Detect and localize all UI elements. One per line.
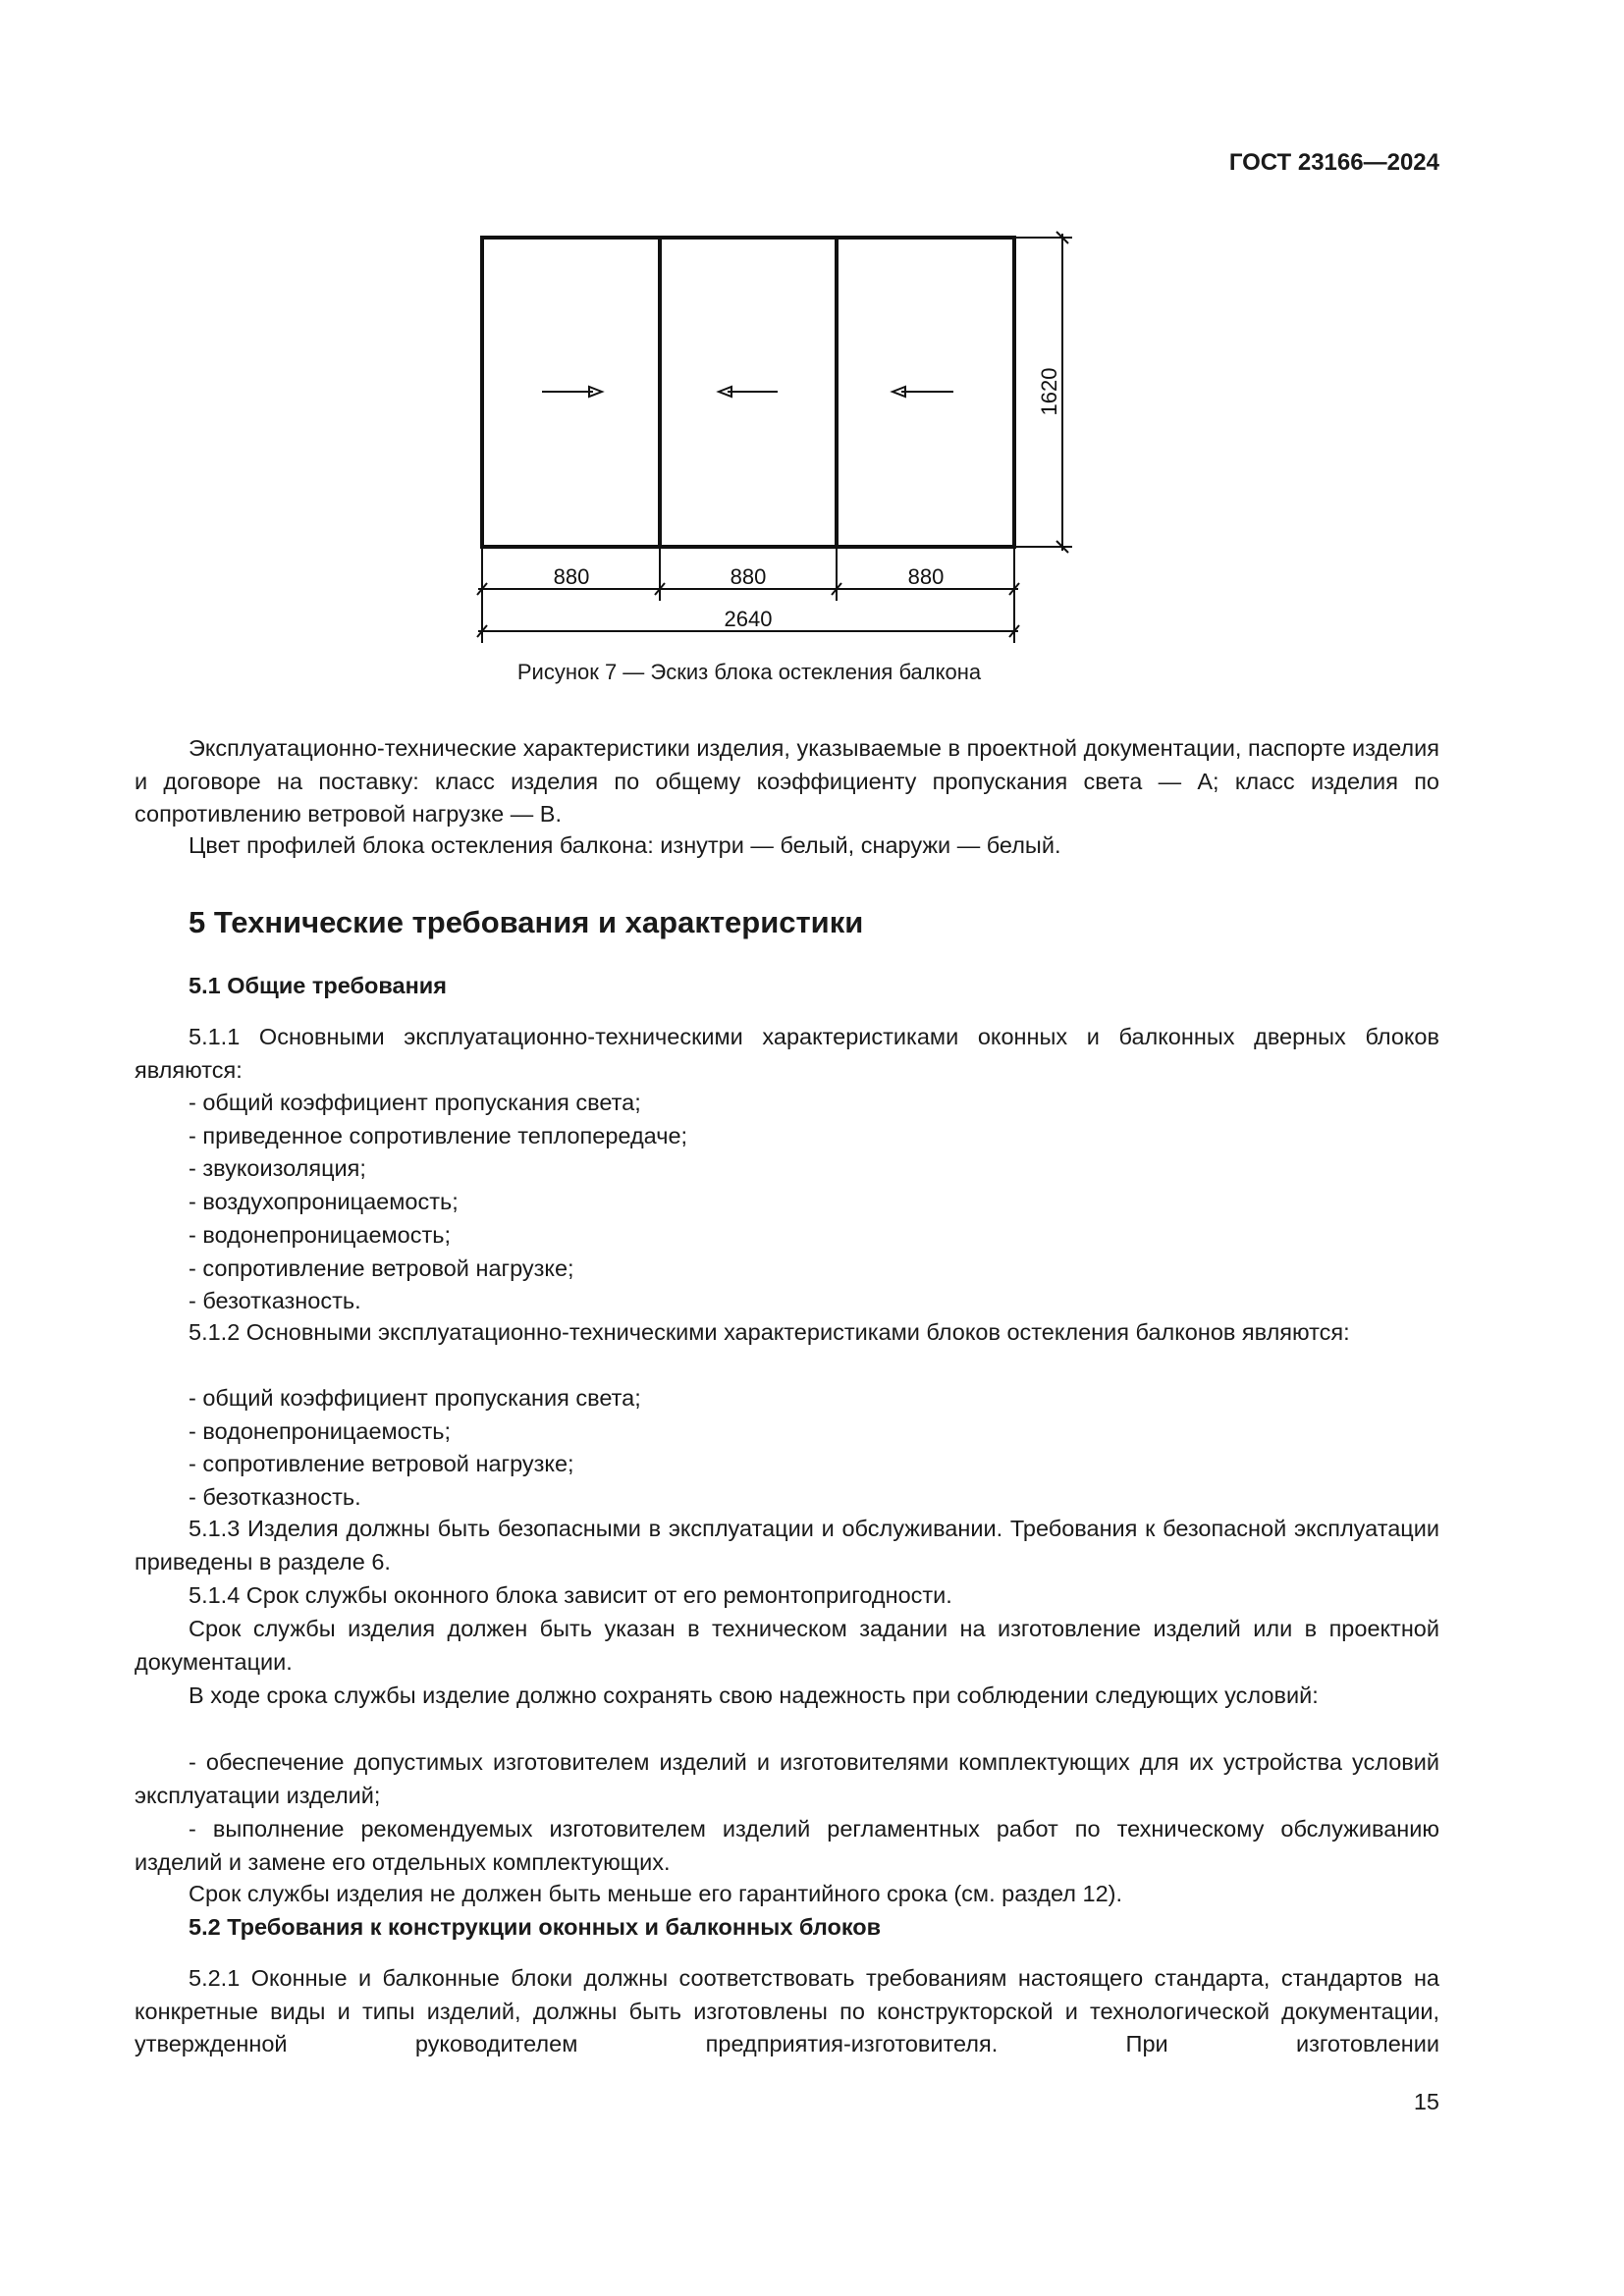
section-heading: 5 Технические требования и характеристики — [189, 905, 864, 939]
paragraph: 5.1.4 Срок службы оконного блока зависит от его ремонтопригодности. — [189, 1582, 952, 1608]
list-item: - сопротивление ветровой нагрузке; — [189, 1255, 574, 1281]
document-id: ГОСТ 23166—2024 — [1228, 149, 1439, 176]
list-item: - безотказность. — [189, 1484, 361, 1511]
arrow-left-icon — [893, 387, 953, 397]
list-item: - приведенное сопротивление теплопередаче; — [189, 1122, 688, 1148]
list-item: - общий коэффициент пропускания света; — [189, 1385, 641, 1411]
paragraph: - выполнение рекомендуемых изготовителем изделий регламентных работ по техническому обслуживанию изделий и замене его отдельных комплектующих. — [135, 1816, 1439, 1875]
paragraph: 5.1.3 Изделия должны быть безопасными в эксплуатации и обслуживании. Требования к безопасной эксплуатации приведены в разделе 6. — [135, 1516, 1439, 1575]
dim-label-total: 2640 — [724, 607, 773, 631]
paragraph: - обеспечение допустимых изготовителем изделий и изготовителями комплектующих для их устройства условий эксплуатации изделий; — [135, 1749, 1439, 1808]
dim-label-width-2: 880 — [730, 564, 767, 589]
paragraph: В ходе срока службы изделие должно сохранять свою надежность при соблюдении следующих условий: — [189, 1682, 1319, 1708]
paragraph: Цвет профилей блока остекления балкона: изнутри — белый, снаружи — белый. — [189, 832, 1061, 858]
list-item: - звукоизоляция; — [189, 1155, 366, 1182]
list-item: - общий коэффициент пропускания света; — [189, 1090, 641, 1115]
arrow-left-icon — [719, 387, 778, 397]
dim-label-height: 1620 — [1037, 367, 1061, 416]
paragraph: Срок службы изделия должен быть указан в техническом задании на изготовление изделий или в проектной документации. — [135, 1616, 1439, 1675]
paragraph: 5.2.1 Оконные и балконные блоки должны соответствовать требованиям настоящего стандарта, стандартов на конкретные виды и типы изделий, должны быть изготовлены по конструкторской и технологической документации, утвержденной руководителем предприятия-изготовителя. При изготовлении — [135, 1965, 1439, 2057]
list-item: - сопротивление ветровой нагрузке; — [189, 1451, 574, 1477]
page-number: 15 — [1413, 2089, 1439, 2114]
list-item: - водонепроницаемость; — [189, 1221, 452, 1248]
paragraph: Эксплуатационно-технические характеристики изделия, указываемые в проектной документации, паспорте изделия и договоре на поставку: класс изделия по общему коэффициенту пропускания света — А; класс изделия по сопротивлению ветровой нагрузке — В. — [135, 735, 1439, 828]
paragraph: 5.1.1 Основными эксплуатационно-техническими характеристиками оконных и балконных дверных блоков являются: — [135, 1024, 1439, 1083]
paragraph: Срок службы изделия не должен быть меньше его гарантийного срока (см. раздел 12). — [189, 1881, 1123, 1906]
dim-label-width-3: 880 — [907, 564, 945, 589]
list-item: - водонепроницаемость; — [189, 1417, 452, 1444]
subsection-heading: 5.1 Общие требования — [189, 973, 447, 998]
list — [135, 1382, 1439, 1515]
arrow-right-icon — [542, 387, 602, 397]
subsection-heading: 5.2 Требования к конструкции оконных и балконных блоков — [189, 1914, 882, 1940]
balcony-glazing-sketch — [0, 0, 1624, 746]
list-item: - безотказность. — [189, 1288, 361, 1314]
dim-label-width-1: 880 — [553, 564, 590, 589]
list — [135, 1087, 1439, 1318]
paragraph: 5.1.2 Основными эксплуатационно-техническими характеристиками блоков остекления балконов являются: — [189, 1319, 1350, 1345]
figure-caption: Рисунок 7 — Эскиз блока остекления балкона — [516, 660, 982, 684]
list-item: - воздухопроницаемость; — [189, 1189, 459, 1215]
